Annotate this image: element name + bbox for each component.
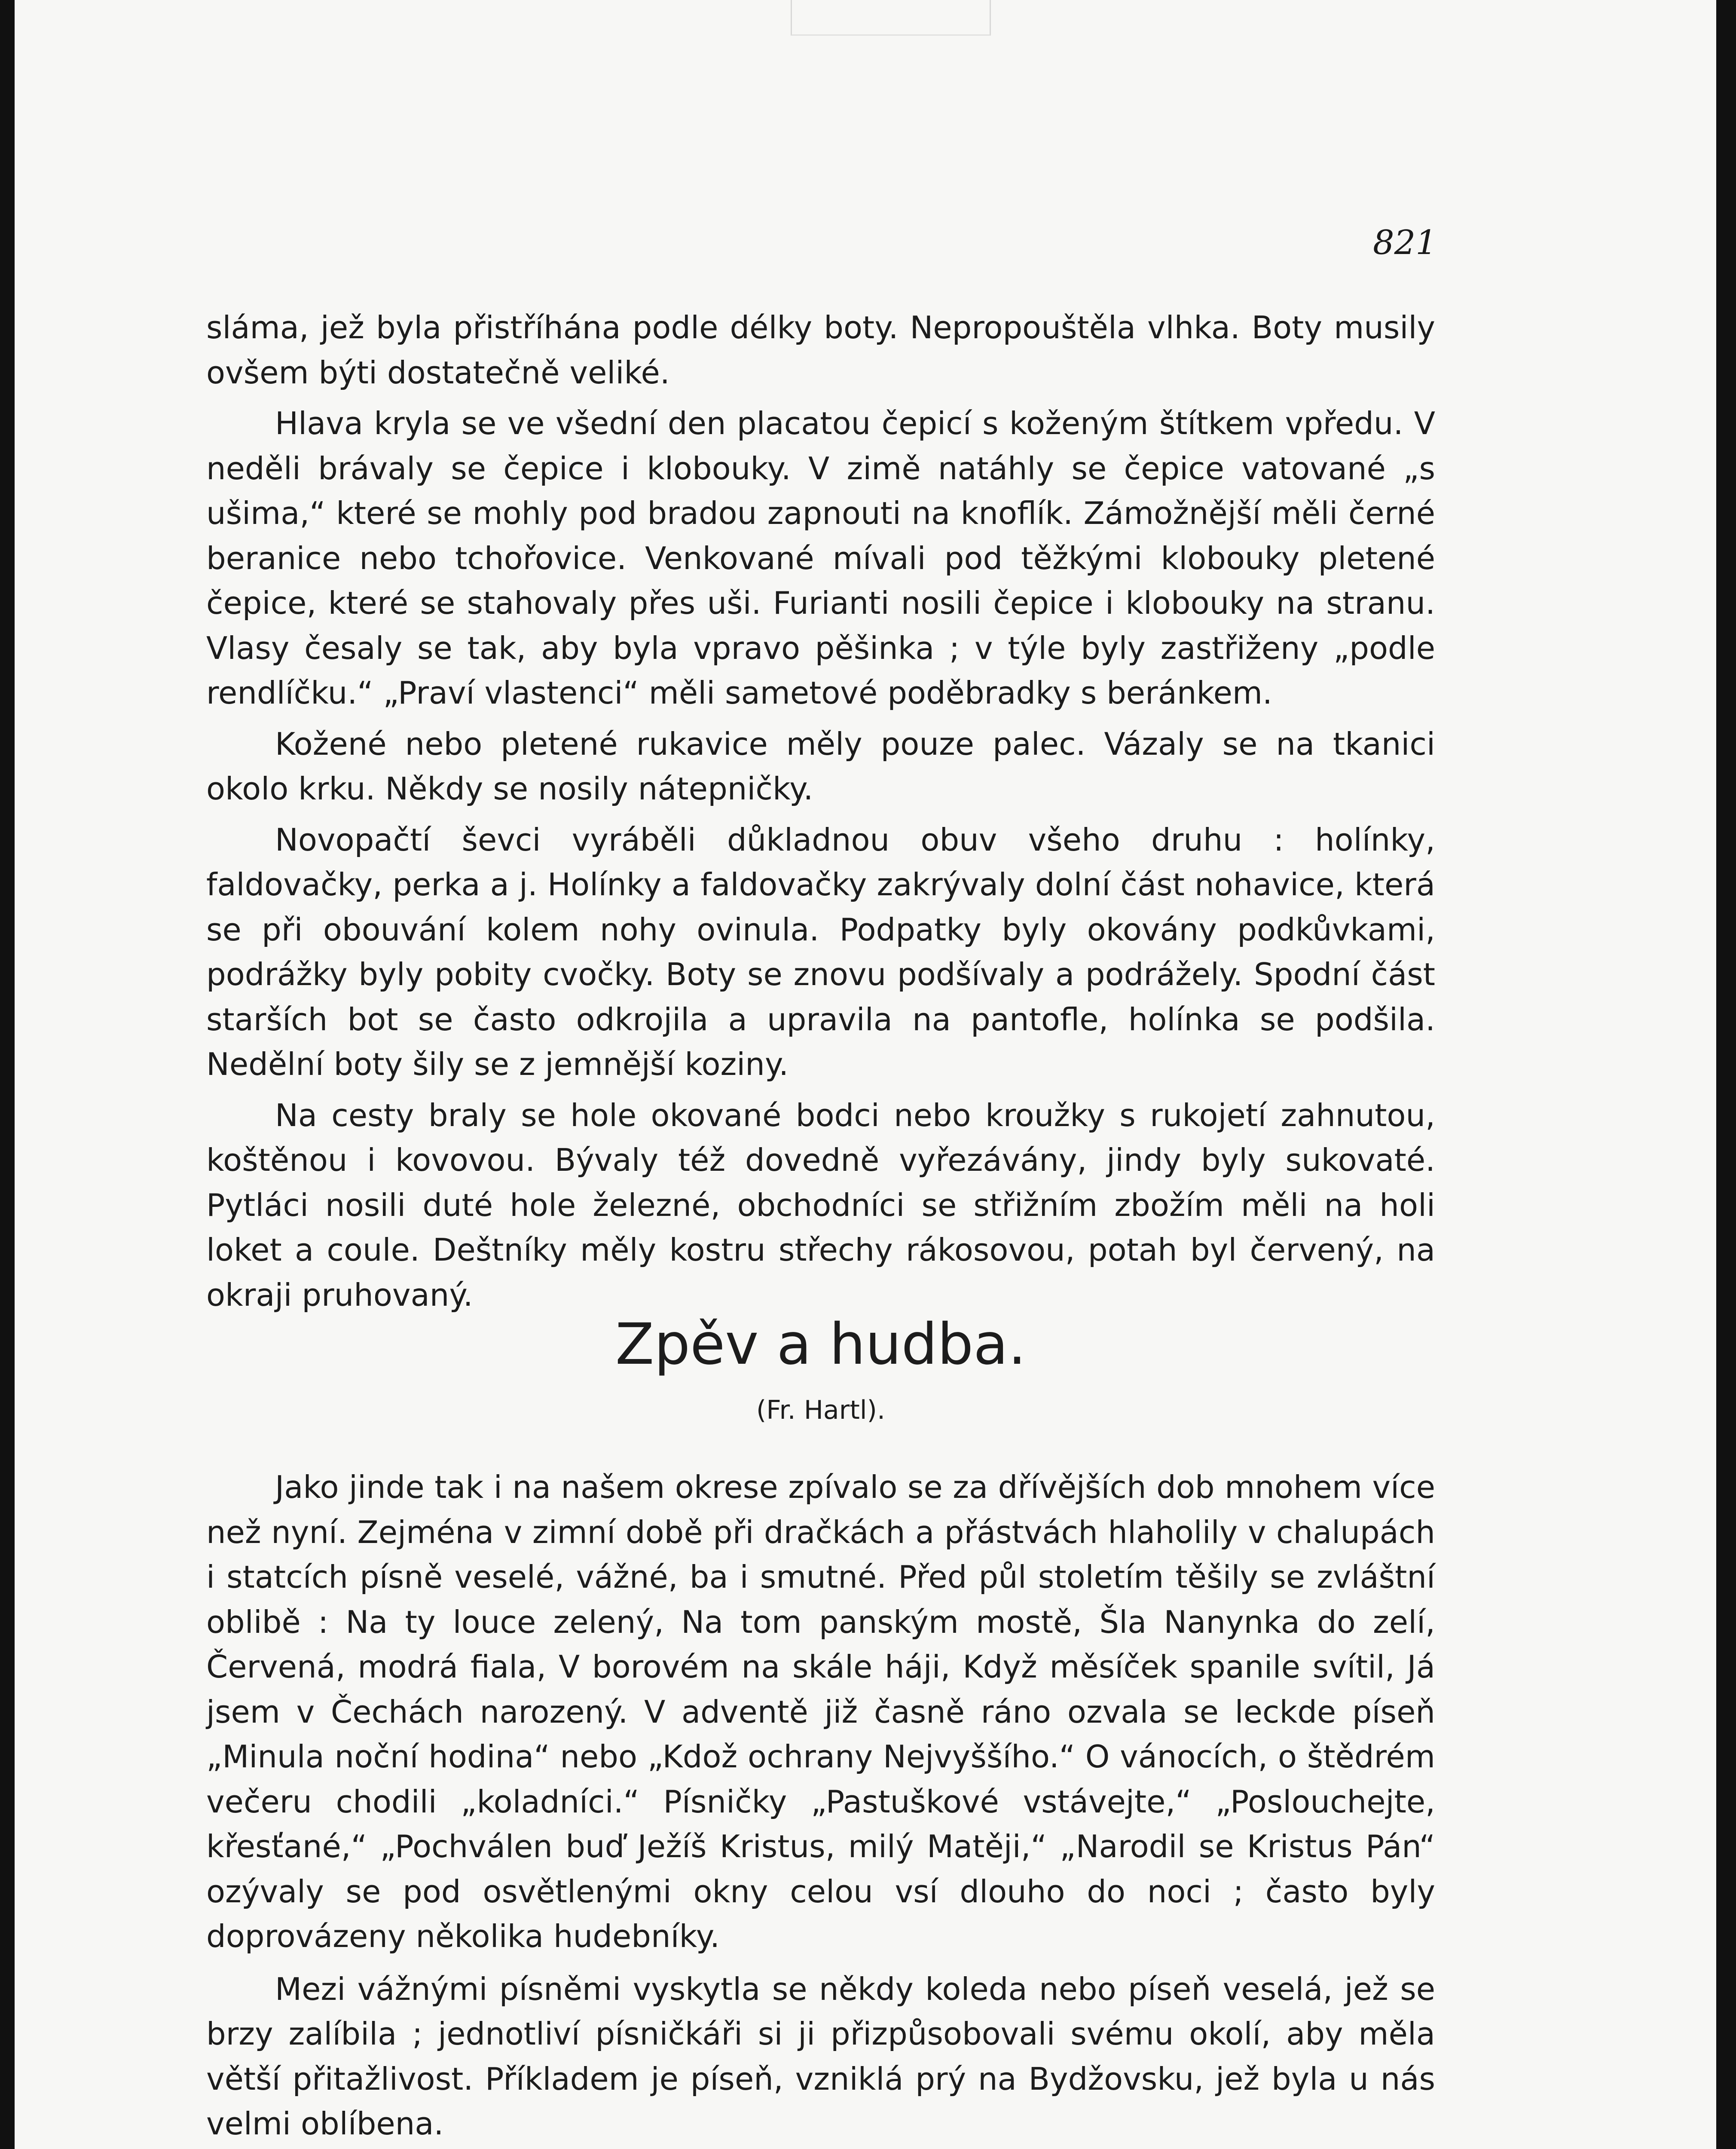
scan-artifact [791, 0, 991, 36]
body-text-section [206, 1465, 1435, 2146]
scan-border-left [0, 0, 15, 2149]
paragraph: sláma, jež byla přistříhána podle délky boty. Nepropouštěla vlhka. Boty musily ovšem býti dostatečně veliké. [206, 309, 1435, 391]
paragraph: Mezi vážnými písněmi vyskytla se někdy koleda nebo píseň veselá, jež se brzy zalíbila ; jednotliví písničkáři si ji přizpůsobovali svému okolí, aby měla větší přitažlivost. Příkladem je píseň, vzniklá prý na Bydžovsku, jež byla u nás velmi oblíbena. [206, 1971, 1435, 2142]
scan-border-right [1716, 0, 1736, 2149]
paragraph: Jako jinde tak i na našem okrese zpívalo se za dřívějších dob mnohem více než nyní. Zejména v zimní době při dračkách a přástvách hlaholily v chalupách i statcích písně veselé, vážné, ba i smutné. Před půl stoletím těšily se zvláštní oblibě : Na ty louce zelený, Na tom panským mostě, Šla Nanynka do zelí, Červená, modrá fiala, V borovém na skále háji, Když měsíček spanile svítil, Já jsem v Čechách narozený. V adventě již časně ráno ozvala se leckde píseň „Minula noční hodina“ nebo „Kdož ochrany Nejvyššího.“ O vánocích, o štědrém večeru chodili „koladníci.“ Písničky „Pastuškové vstávejte,“ „Poslouchejte, křesťané,“ „Pochválen buď Ježíš Kristus, milý Matěji,“ „Narodil se Kristus Pán“ ozývaly se pod osvětlenými okny celou vsí dlouho do noci ; často byly doprovázeny několika hudebníky. [206, 1469, 1435, 1954]
body-text-top [206, 305, 1435, 1317]
page-number: 821 [1373, 223, 1437, 262]
paragraph: Hlava kryla se ve všední den placatou čepicí s koženým štítkem vpředu. V neděli brávaly se čepice i klobouky. V zimě natáhly se čepice vatované „s ušima,“ které se mohly pod bradou zapnouti na knoflík. Zámožnější měli černé beranice nebo tchořovice. Venkované mívali pod těžkými klobouky pletené čepice, které se stahovaly přes uši. Furianti nosili čepice i klobouky na stranu. Vlasy česaly se tak, aby byla vpravo pěšinka ; v týle byly zastřiženy „podle rendlíčku.“ „Praví vlastenci“ měli sametové poděbradky s beránkem. [206, 405, 1435, 711]
paragraph: Kožené nebo pletené rukavice měly pouze palec. Vázaly se na tkanici okolo krku. Někdy se nosily nátepničky. [206, 726, 1435, 807]
section-title: Zpěv a hudba. [615, 1311, 1027, 1378]
section-author: (Fr. Hartl). [756, 1395, 886, 1425]
paragraph: Novopačtí ševci vyráběli důkladnou obuv všeho druhu : holínky, faldovačky, perka a j. Holínky a faldovačky zakrývaly dolní část nohavice, která se při obouvání kolem nohy ovinula. Podpatky byly okovány podkůvkami, podrážky byly pobity cvočky. Boty se znovu podšívaly a podrážely. Spodní část starších bot se často odkrojila a upravila na pantofle, holínka se podšila. Nedělní boty šily se z jemnější koziny. [206, 821, 1435, 1082]
paragraph: Na cesty braly se hole okované bodci nebo kroužky s rukojetí zahnutou, koštěnou i kovovou. Bývaly též dovedně vyřezávány, jindy byly sukovaté. Pytláci nosili duté hole železné, obchodníci se střižním zbožím měli na holi loket a coule. Deštníky měly kostru střechy rákosovou, potah byl červený, na okraji pruhovaný. [206, 1097, 1435, 1313]
